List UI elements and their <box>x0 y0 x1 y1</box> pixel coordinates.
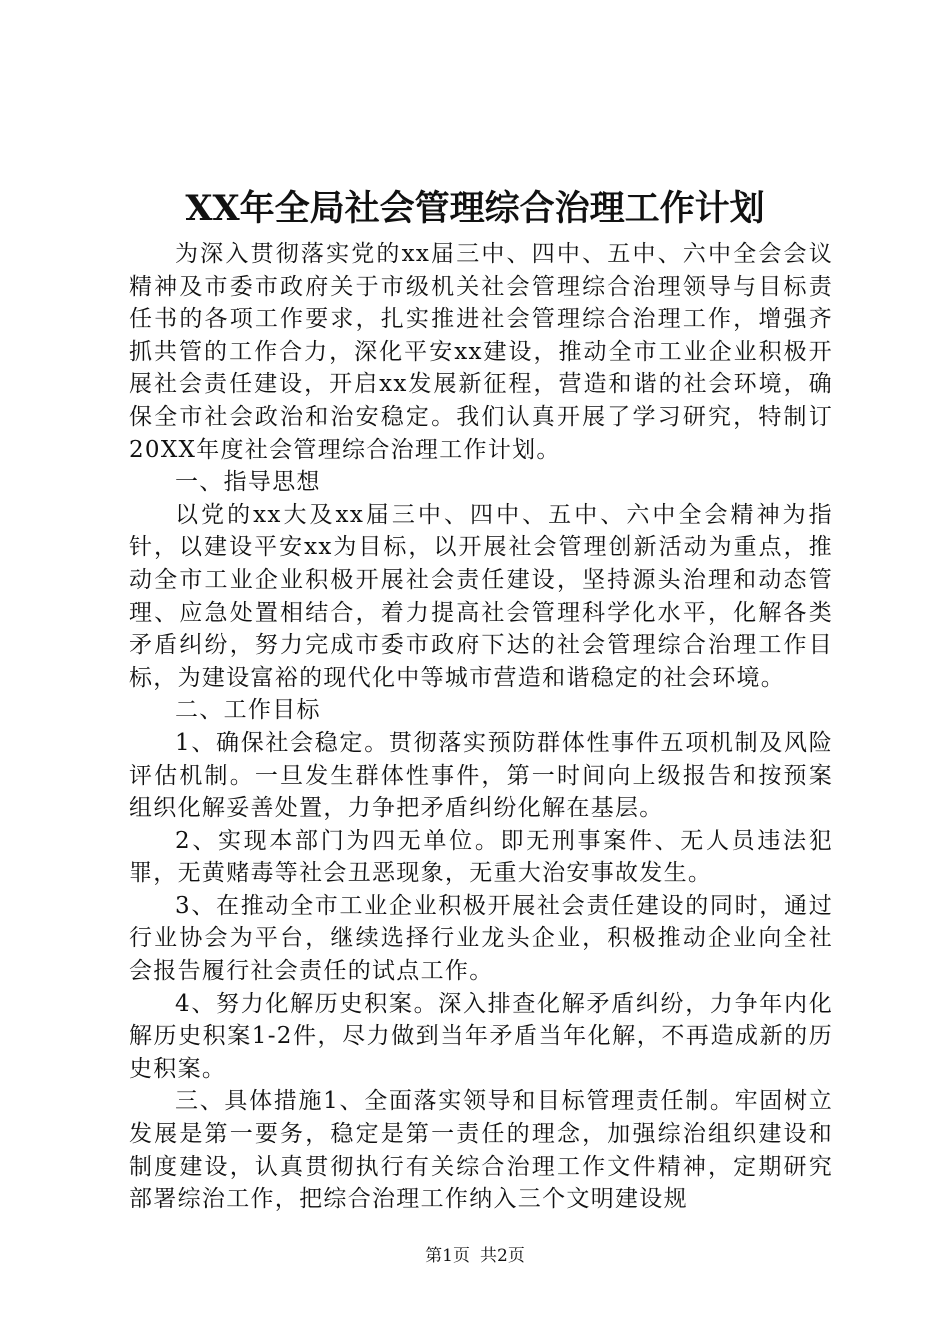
page-number: 第1页 <box>425 1246 470 1266</box>
goal-item-4: 4、努力化解历史积案。深入排查化解矛盾纠纷，力争年内化解历史积案1-2件，尽力做到当年矛盾当年化解，不再造成新的历史积案。 <box>129 990 833 1082</box>
document-title: XX年全局社会管理综合治理工作计划 <box>185 188 765 229</box>
section-heading-guiding-ideology: 一、指导思想 <box>175 469 321 496</box>
goal-item-2: 2、实现本部门为四无单位。即无刑事案件、无人员违法犯罪，无黄赌毒等社会丑恶现象，无重大治安事故发生。 <box>129 827 833 887</box>
guiding-ideology-paragraph: 以党的xx大及xx届三中、四中、五中、六中全会精神为指针，以建设平安xx为目标，以开展社会管理创新活动为重点，推动全市工业企业积极开展社会责任建设，坚持源头治理和动态管理、应急处置相结合，着力提高社会管理科学化水平，化解各类矛盾纠纷，努力完成市委市政府下达的社会管理综合治理工作目标，为建设富裕的现代化中等城市营造和谐稳定的社会环境。 <box>129 501 833 691</box>
goal-item-3: 3、在推动全市工业企业积极开展社会责任建设的同时，通过行业协会为平台，继续选择行业龙头企业，积极推动企业向全社会报告履行社会责任的试点工作。 <box>129 892 833 985</box>
goal-item-1: 1、确保社会稳定。贯彻落实预防群体性事件五项机制及风险评估机制。一旦发生群体性事件，第一时间向上级报告和按预案组织化解妥善处置，力争把矛盾纠纷化解在基层。 <box>129 729 833 822</box>
intro-paragraph: 为深入贯彻落实党的xx届三中、四中、五中、六中全会会议精神及市委市政府关于市级机关社会管理综合治理领导与目标责任书的各项工作要求，扎实推进社会管理综合治理工作，增强齐抓共管的工作合力，深化平安xx建设，推动全市工业企业积极开展社会责任建设，开启xx发展新征程，营造和谐的社会环境，确保全市社会政治和治安稳定。我们认真开展了学习研究，特制订20XX年度社会管理综合治理工作计划。 <box>129 241 833 463</box>
document-body <box>129 238 833 1216</box>
section-heading-work-goals: 二、工作目标 <box>175 697 321 724</box>
specific-measures-paragraph: 三、具体措施1、全面落实领导和目标管理责任制。牢固树立发展是第一要务，稳定是第一责任的理念，加强综治组织建设和制度建设，认真贯彻执行有关综合治理工作文件精神，定期研究部署综治工作，把综合治理工作纳入三个文明建设规 <box>129 1088 833 1213</box>
page-footer <box>0 1244 950 1268</box>
page-total: 共2页 <box>480 1246 525 1266</box>
